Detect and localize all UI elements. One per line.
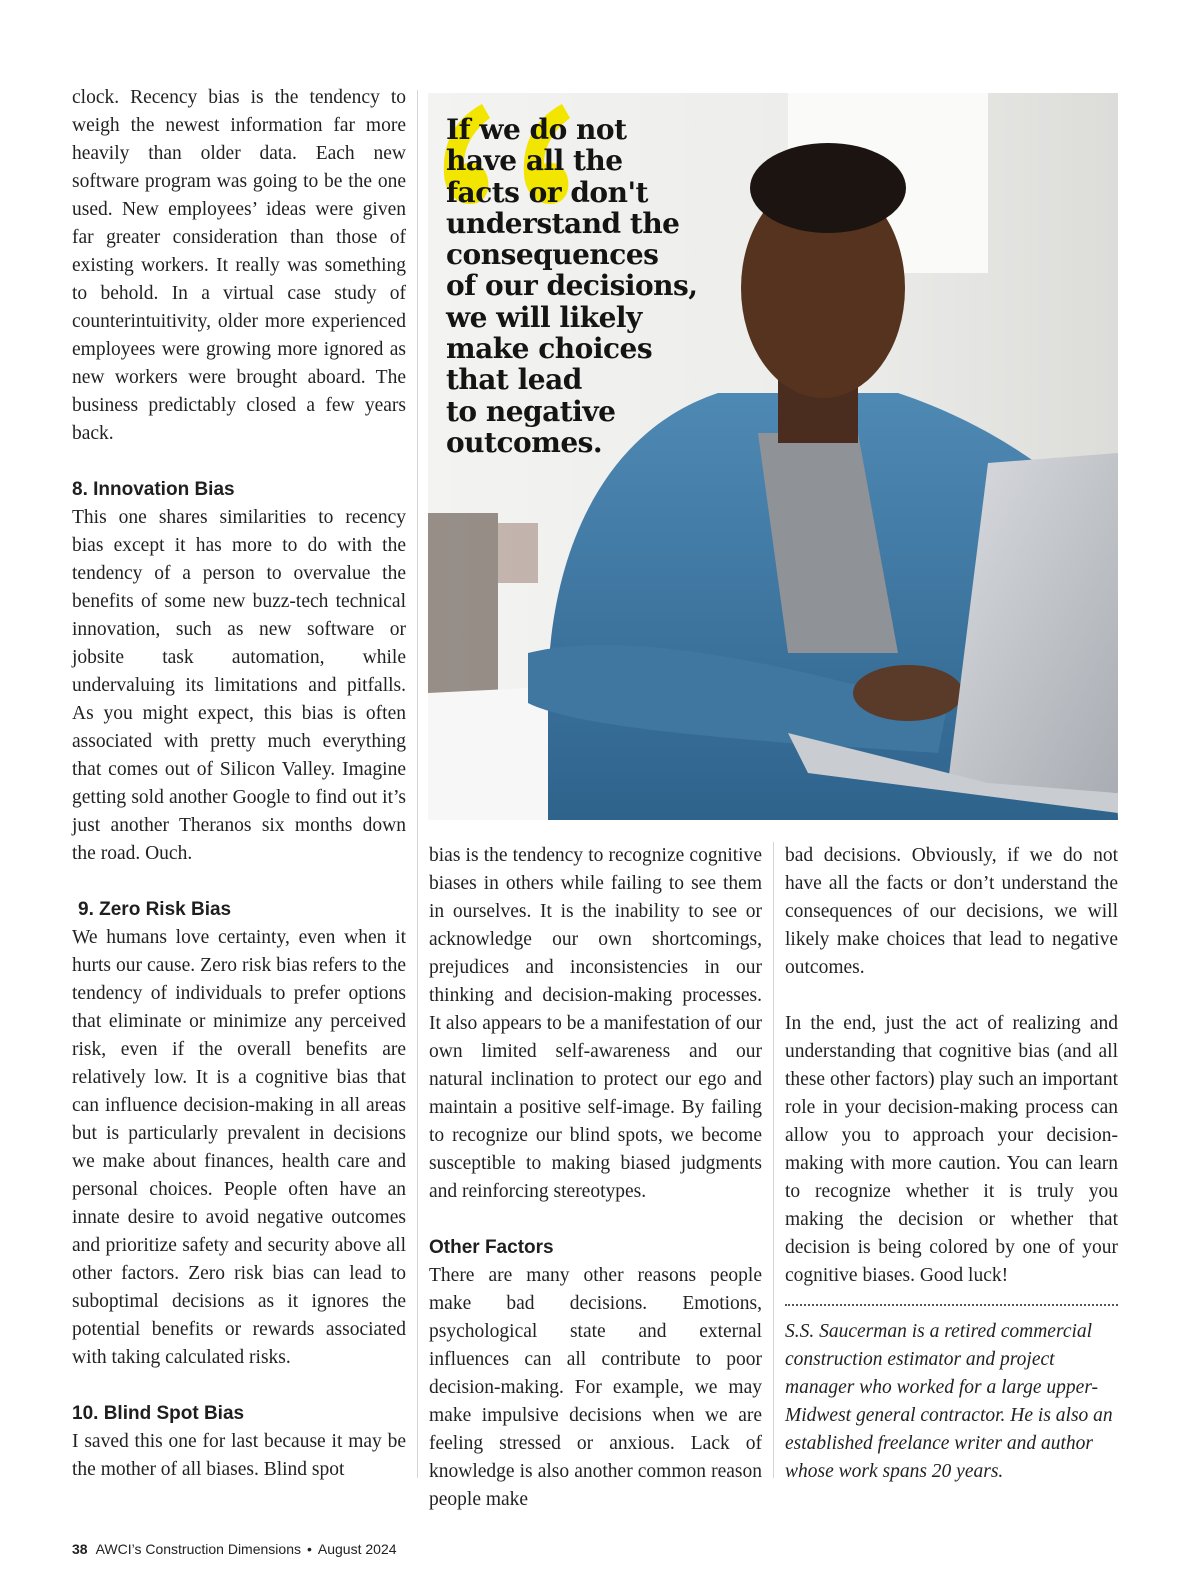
pull-quote-line: If we do not [446, 113, 627, 146]
pull-quote-line: understand the [446, 206, 680, 240]
pull-quote-line: facts or don't [446, 175, 648, 209]
pull-quote-line: that lead [446, 363, 582, 397]
section-heading-zero-risk-bias: 9. Zero Risk Bias [78, 899, 232, 920]
intro-paragraph: clock. Recency bias is the tendency to weigh the newest information far more heavily than older data. Each new software program was going to be the one used. New employees’ ideas were given far greater consideration than those of existing workers. It really was something to behold. In a virtual case study of counterintuitivity, older more experienced employees were growing more ignored as new workers were brought aboard. The business predictably closed a few years back. [72, 87, 406, 444]
article-column-1 [72, 84, 406, 1484]
pull-quote-line: outcomes. [446, 425, 603, 459]
pull-quote-line: make choices [446, 332, 653, 366]
zero-risk-bias-paragraph: We humans love certainty, even when it hurts our cause. Zero risk bias refers to the tendency of individuals to prefer options that eliminate or minimize any perceived risk, even if the overall benefits are relatively low. It is a cognitive bias that can influence decision-making in all areas but is particularly prevalent in decisions we make about finances, health care and personal choices. People often have an innate desire to avoid negative outcomes and prioritize safety and security above all other factors. Zero risk bias can lead to suboptimal decisions as it ignores the potential benefits or rewards associated with taking calculated risks. [72, 927, 406, 1368]
innovation-bias-paragraph: This one shares similarities to recency bias except it has more to do with the tendency of a person to overvalue the benefits of some new buzz-tech technical innovation, such as new software or jobsite task automation, while undervaluing its limitations and pitfalls. As you might expect, this bias is often associated with pretty much everything that comes out of Silicon Valley. Imagine getting sold another Google to find out it’s just another Theranos six months down the road. Ouch. [72, 507, 406, 864]
pull-quote [438, 100, 738, 470]
blind-spot-bias-paragraph: I saved this one for last because it may be the mother of all biases. Blind spot [72, 1431, 406, 1480]
other-factors-continued-paragraph: bad decisions. Obviously, if we do not have all the facts or don’t understand the consequences of our decisions, we will likely make choices that lead to negative outcomes. [785, 845, 1118, 978]
pull-quote-line: to negative [446, 394, 616, 428]
page-footer [72, 1541, 397, 1557]
issue-date: August 2024 [317, 1541, 397, 1557]
pull-quote-line: consequences [446, 238, 659, 272]
publication-name: AWCI’s Construction Dimensions [95, 1541, 301, 1557]
other-factors-paragraph: There are many other reasons people make bad decisions. Emotions, psychological state and external influences can all contribute to poor decision-making. For example, we may make impulsive decisions when we are feeling stressed or anxious. Lack of knowledge is also another common reason people make [429, 1265, 762, 1510]
section-heading-blind-spot-bias: 10. Blind Spot Bias [72, 1403, 245, 1424]
pull-quote-line: of our decisions, [446, 269, 698, 303]
footer-separator: • [306, 1541, 312, 1557]
conclusion-paragraph: In the end, just the act of realizing and understanding that cognitive bias (and all these other factors) play such an important role in your decision-making process can allow you to approach your decision-making with more caution. You can learn to recognize whether it is truly you making the decision or whether that decision is being colored by one of your cognitive biases. Good luck! [785, 1013, 1118, 1286]
column-divider-1 [417, 90, 418, 1478]
article-column-2 [429, 842, 762, 1514]
blind-spot-continued-paragraph: bias is the tendency to recognize cognitive biases in others while failing to see them in ourselves. It is the inability to see or acknowledge our own shortcomings, prejudices and inconsistencies in our thinking and decision-making processes. It also appears to be a manifestation of our own limited self-awareness and our natural inclination to protect our ego and maintain a positive self-image. By failing to recognize our blind spots, we become susceptible to making biased judgments and reinforcing stereotypes. [429, 845, 762, 1202]
section-heading-other-factors: Other Factors [429, 1237, 554, 1258]
page-number: 38 [72, 1541, 88, 1557]
column-divider-2 [773, 842, 774, 1478]
pull-quote-text [446, 114, 698, 458]
author-bio: S.S. Saucerman is a retired commercial construction estimator and project manager who worked for a large upper-Midwest general contractor. He is also an established freelance writer and author whose work spans 20 years. [785, 1321, 1113, 1482]
article-column-3 [785, 842, 1118, 1290]
section-heading-innovation-bias: 8. Innovation Bias [72, 479, 235, 500]
bio-divider [785, 1304, 1118, 1306]
pull-quote-line: have all the [446, 144, 623, 178]
pull-quote-line: we will likely [446, 300, 642, 334]
